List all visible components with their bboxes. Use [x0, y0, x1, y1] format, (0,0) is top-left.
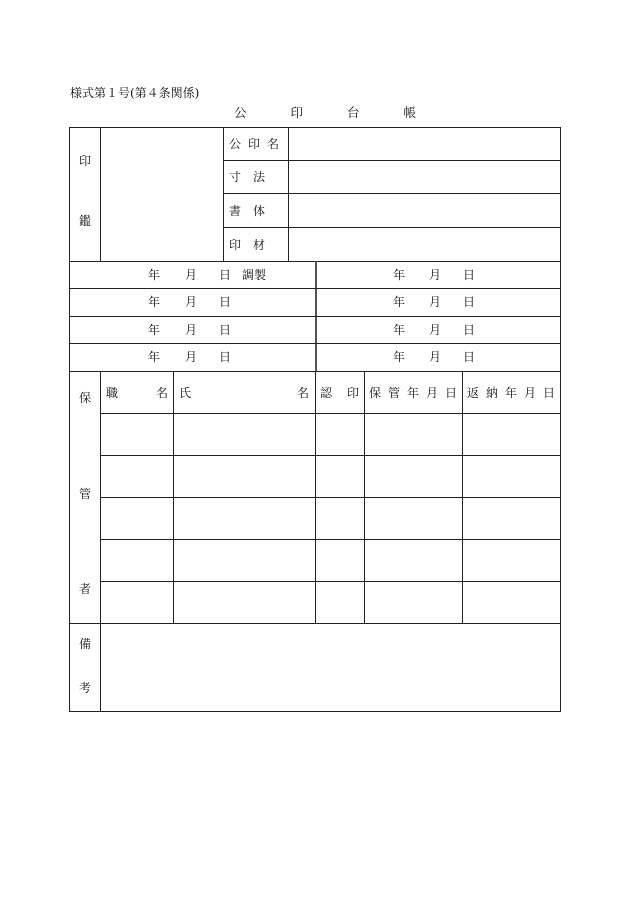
remarks-label: 考 — [79, 681, 92, 695]
year-label: 年 — [393, 268, 406, 282]
divider — [69, 288, 561, 289]
day-label: 日 — [463, 295, 476, 309]
header-char: 年 — [504, 386, 517, 400]
seal-label: 印 — [79, 154, 92, 168]
custodian-row[interactable] — [101, 540, 560, 581]
header-char: 名 — [296, 386, 309, 400]
header-char: 名 — [155, 386, 168, 400]
custodian-row[interactable] — [101, 414, 560, 455]
header-char: 年 — [406, 386, 419, 400]
custodian-row[interactable] — [101, 456, 560, 497]
year-label: 年 — [148, 295, 161, 309]
seal-label: 鑑 — [79, 214, 92, 228]
header-char: 認 — [320, 386, 333, 400]
form-label: 様式第１号(第４条関係) — [70, 86, 200, 100]
header-char: 日 — [542, 386, 555, 400]
day-label: 日 — [219, 295, 232, 309]
header-char: 管 — [387, 386, 400, 400]
header-char: 月 — [425, 386, 438, 400]
field-label-size: 寸 法 — [229, 170, 266, 184]
title-char: 公 — [234, 105, 247, 120]
header-char: 納 — [485, 386, 498, 400]
font-field[interactable] — [289, 194, 560, 227]
month-label: 月 — [429, 268, 442, 282]
month-label: 月 — [185, 295, 198, 309]
manufactured-label: 調製 — [242, 268, 267, 282]
column-header-return-date — [467, 386, 555, 400]
year-label: 年 — [148, 350, 161, 364]
year-label: 年 — [393, 323, 406, 337]
month-label: 月 — [429, 295, 442, 309]
day-label: 日 — [219, 268, 232, 282]
year-label: 年 — [393, 295, 406, 309]
custodian-row[interactable] — [101, 498, 560, 539]
custodian-label: 管 — [79, 487, 92, 501]
month-label: 月 — [185, 350, 198, 364]
document-title — [234, 103, 416, 121]
column-header-name — [179, 386, 309, 400]
field-label-seal-name: 公印名 — [229, 137, 287, 151]
day-label: 日 — [219, 350, 232, 364]
month-label: 月 — [185, 268, 198, 282]
month-label: 月 — [429, 350, 442, 364]
column-header-storage-date — [369, 386, 457, 400]
day-label: 日 — [463, 350, 476, 364]
seal-name-field[interactable] — [289, 128, 560, 160]
header-char: 返 — [467, 386, 480, 400]
remarks-label: 備 — [79, 637, 92, 651]
title-char: 台 — [347, 105, 360, 120]
month-label: 月 — [185, 323, 198, 337]
header-char: 職 — [106, 386, 119, 400]
header-char: 月 — [523, 386, 536, 400]
year-label: 年 — [148, 268, 161, 282]
header-char: 日 — [444, 386, 457, 400]
remarks-field[interactable] — [101, 624, 560, 711]
divider — [69, 316, 561, 317]
header-char: 印 — [346, 386, 359, 400]
size-field[interactable] — [289, 161, 560, 193]
day-label: 日 — [463, 268, 476, 282]
custodian-label: 者 — [79, 582, 92, 596]
custodian-label: 保 — [79, 391, 92, 405]
year-label: 年 — [393, 350, 406, 364]
header-char: 氏 — [179, 386, 192, 400]
header-char: 保 — [369, 386, 382, 400]
title-char: 帳 — [403, 105, 417, 120]
field-label-font: 書 体 — [229, 204, 266, 218]
material-field[interactable] — [289, 228, 560, 261]
divider — [69, 343, 561, 344]
month-label: 月 — [429, 323, 442, 337]
day-label: 日 — [219, 323, 232, 337]
day-label: 日 — [463, 323, 476, 337]
seal-ledger-table — [69, 127, 561, 712]
field-label-material: 印 材 — [229, 238, 266, 252]
title-char: 印 — [290, 105, 304, 120]
year-label: 年 — [148, 323, 161, 337]
column-header-approval — [320, 386, 359, 400]
seal-impression-area[interactable] — [101, 128, 222, 260]
custodian-row[interactable] — [101, 582, 560, 623]
divider — [223, 127, 224, 261]
column-header-position — [106, 386, 168, 400]
